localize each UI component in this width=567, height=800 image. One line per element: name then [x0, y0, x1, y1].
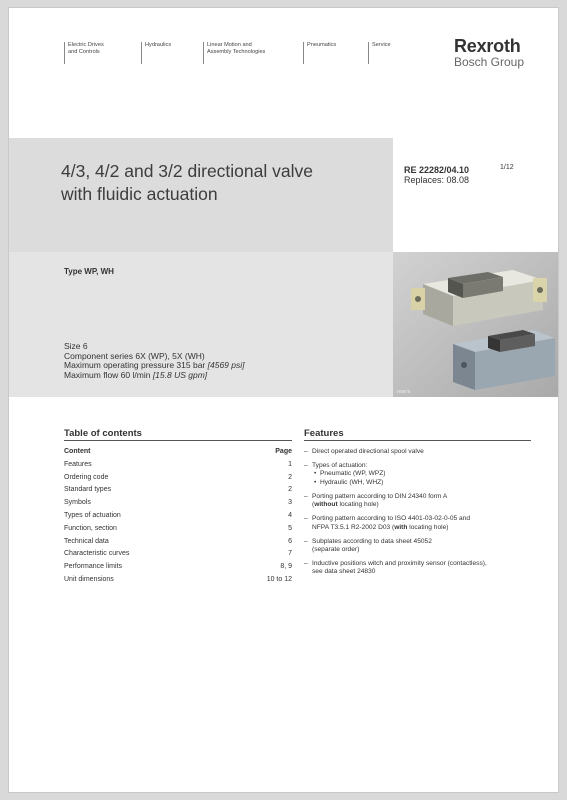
photo-reference-number: H5875	[397, 389, 411, 394]
toc-entry[interactable]: Ordering code 2	[64, 473, 292, 481]
toc-header-content: Content	[64, 448, 91, 455]
nav-pneumatics[interactable]	[303, 42, 336, 64]
specifications	[64, 342, 245, 380]
features-heading: Features	[304, 428, 344, 439]
document-reference	[404, 165, 469, 185]
nav-label: Electric Drives	[68, 42, 104, 48]
toc-entry[interactable]: Types of actuation 4	[64, 511, 292, 519]
nav-service[interactable]	[368, 42, 391, 64]
replaces-note: Replaces: 08.08	[404, 175, 470, 185]
page-number: 1/12	[500, 164, 514, 171]
rexroth-logo	[454, 36, 524, 69]
feature-subitem: • Hydraulic (WH, WHZ)	[312, 479, 539, 487]
nav-label: and Controls	[68, 49, 100, 55]
table-of-contents-heading: Table of contents	[64, 428, 142, 439]
toc-header-row	[64, 448, 292, 461]
table-of-contents	[64, 448, 292, 589]
toc-header-page: Page	[275, 448, 292, 455]
features-divider	[304, 440, 531, 441]
nav-hydraulics[interactable]	[141, 42, 171, 64]
toc-divider	[64, 440, 292, 441]
nav-electric-drives[interactable]	[64, 42, 104, 64]
title-line-2: with fluidic actuation	[61, 184, 218, 204]
logo-brand: Rexroth	[453, 36, 521, 56]
document-title	[61, 160, 371, 206]
nav-label: Assembly Technologies	[207, 49, 266, 55]
feature-item: – Types of actuation: • Pneumatic (WP, WPZ) • Hydraulic (WH, WHZ)	[304, 462, 539, 487]
logo-group: Bosch Group	[453, 55, 524, 69]
toc-entry[interactable]: Standard types 2	[64, 486, 292, 494]
feature-item: – Subplates according to data sheet 45052 (separate order)	[304, 538, 539, 555]
spec-pressure: Maximum operating pressure 315 bar [4569 psi]	[64, 360, 245, 370]
feature-item: – Inductive positions witch and proximity sensor (contactless), see data sheet 24830	[304, 560, 539, 577]
toc-entry[interactable]: Characteristic curves 7	[64, 550, 292, 558]
nav-label: Service	[372, 42, 391, 48]
document-number: RE 22282/04.10	[404, 165, 470, 175]
feature-item: – Porting pattern according to ISO 4401-03-02-0-05 and NFPA T3.5.1 R2-2002 D03 (with locating hole)	[304, 515, 539, 532]
toc-entry[interactable]: Symbols 3	[64, 499, 292, 507]
nav-label: Linear Motion and	[207, 42, 252, 48]
features-list	[304, 448, 539, 582]
nav-linear-motion[interactable]	[203, 42, 265, 64]
spec-series: Component series 6X (WP), 5X (WH)	[64, 350, 205, 361]
feature-item: – Direct operated directional spool valve	[304, 448, 539, 456]
feature-subitem: • Pneumatic (WP, WPZ)	[312, 470, 539, 478]
toc-entry[interactable]: Function, section 5	[64, 524, 292, 532]
product-photo	[393, 252, 559, 397]
title-line-1: 4/3, 4/2 and 3/2 directional valve	[61, 161, 313, 181]
toc-entry[interactable]: Features 1	[64, 460, 292, 468]
datasheet-page	[8, 7, 559, 793]
toc-entry[interactable]: Technical data 6	[64, 537, 292, 545]
feature-item: – Porting pattern according to DIN 24340 form A (without locating hole)	[304, 493, 539, 510]
toc-entry[interactable]: Unit dimensions 10 to 12	[64, 575, 292, 583]
nav-label: Hydraulics	[145, 42, 172, 48]
spec-flow: Maximum flow 60 l/min [15.8 US gpm]	[64, 369, 208, 380]
nav-label: Pneumatics	[307, 42, 337, 48]
type-label: Type WP, WH	[64, 267, 114, 276]
spec-size: Size 6	[64, 341, 88, 351]
toc-entry[interactable]: Performance limits 8, 9	[64, 563, 292, 571]
